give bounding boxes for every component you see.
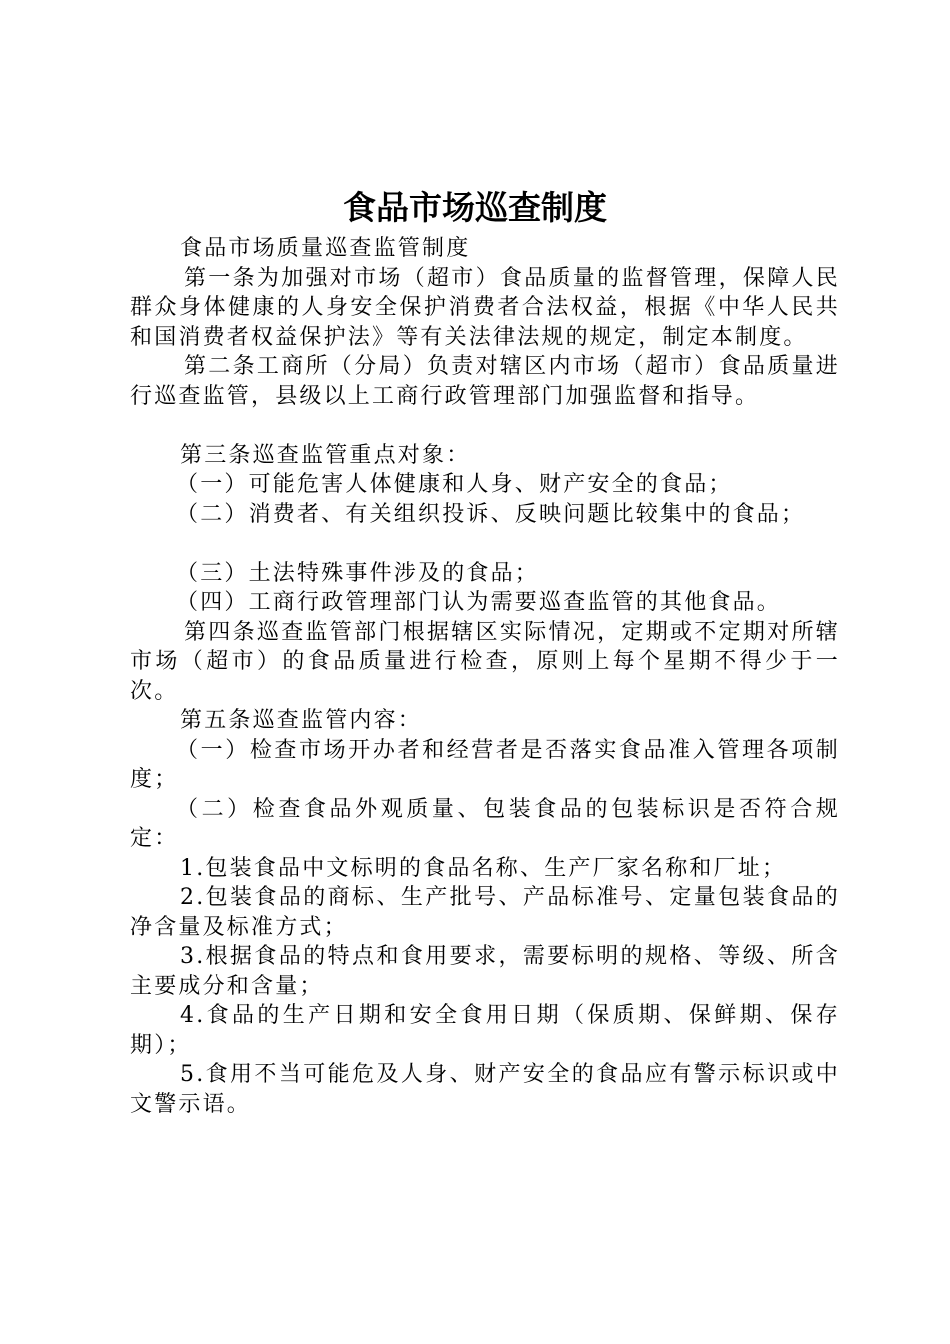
paragraph-item-3: （三）土法特殊事件涉及的食品；	[176, 560, 540, 586]
paragraph-content-1: （一）检查市场开办者和经营者是否落实食品准入管理各项制度；	[130, 737, 840, 792]
paragraph-article-4: 第四条巡查监管部门根据辖区实际情况，定期或不定期对所辖市场（超市）的食品质量进行检查，原则上每个星期不得少于一次。	[130, 619, 840, 704]
blank-line	[130, 411, 840, 441]
paragraph-label-1: 1.包装食品中文标明的食品名称、生产厂家名称和厂址；	[180, 855, 787, 881]
document-title: 食品市场巡查制度	[343, 188, 607, 227]
paragraph-label-4: 4.食品的生产日期和安全食用日期（保质期、保鲜期、保存期）；	[130, 1003, 840, 1058]
paragraph-subtitle: 食品市场质量巡查监管制度	[180, 236, 471, 261]
paragraph-label-5: 5.食用不当可能危及人身、财产安全的食品应有警示标识或中文警示语。	[130, 1062, 840, 1117]
document-body	[130, 234, 840, 1119]
paragraph-article-5: 第五条巡查监管内容：	[180, 708, 423, 733]
paragraph-article-3: 第三条巡查监管重点对象：	[180, 442, 471, 468]
paragraph-item-1: （一）可能危害人体健康和人身、财产安全的食品；	[176, 472, 733, 497]
paragraph-content-2: （二）检查食品外观质量、包装食品的包装标识是否符合规定：	[130, 796, 840, 851]
paragraph-item-2: （二）消费者、有关组织投诉、反映问题比较集中的食品；	[176, 501, 806, 527]
paragraph-label-2: 2.包装食品的商标、生产批号、产品标准号、定量包装食品的净含量及标准方式；	[130, 885, 840, 940]
paragraph-label-3: 3.根据食品的特点和食用要求，需要标明的规格、等级、所含主要成分和含量；	[130, 944, 840, 999]
paragraph-item-4: （四）工商行政管理部门认为需要巡查监管的其他食品。	[176, 590, 782, 615]
paragraph-article-1: 第一条为加强对市场（超市）食品质量的监督管理，保障人民群众身体健康的人身安全保护消费者合法权益，根据《中华人民共和国消费者权益保护法》等有关法律法规的规定，制定本制度。	[130, 265, 840, 350]
blank-line	[130, 529, 840, 559]
paragraph-article-2: 第二条工商所（分局）负责对辖区内市场（超市）食品质量进行巡查监管，县级以上工商行政管理部门加强监督和指导。	[130, 354, 840, 409]
